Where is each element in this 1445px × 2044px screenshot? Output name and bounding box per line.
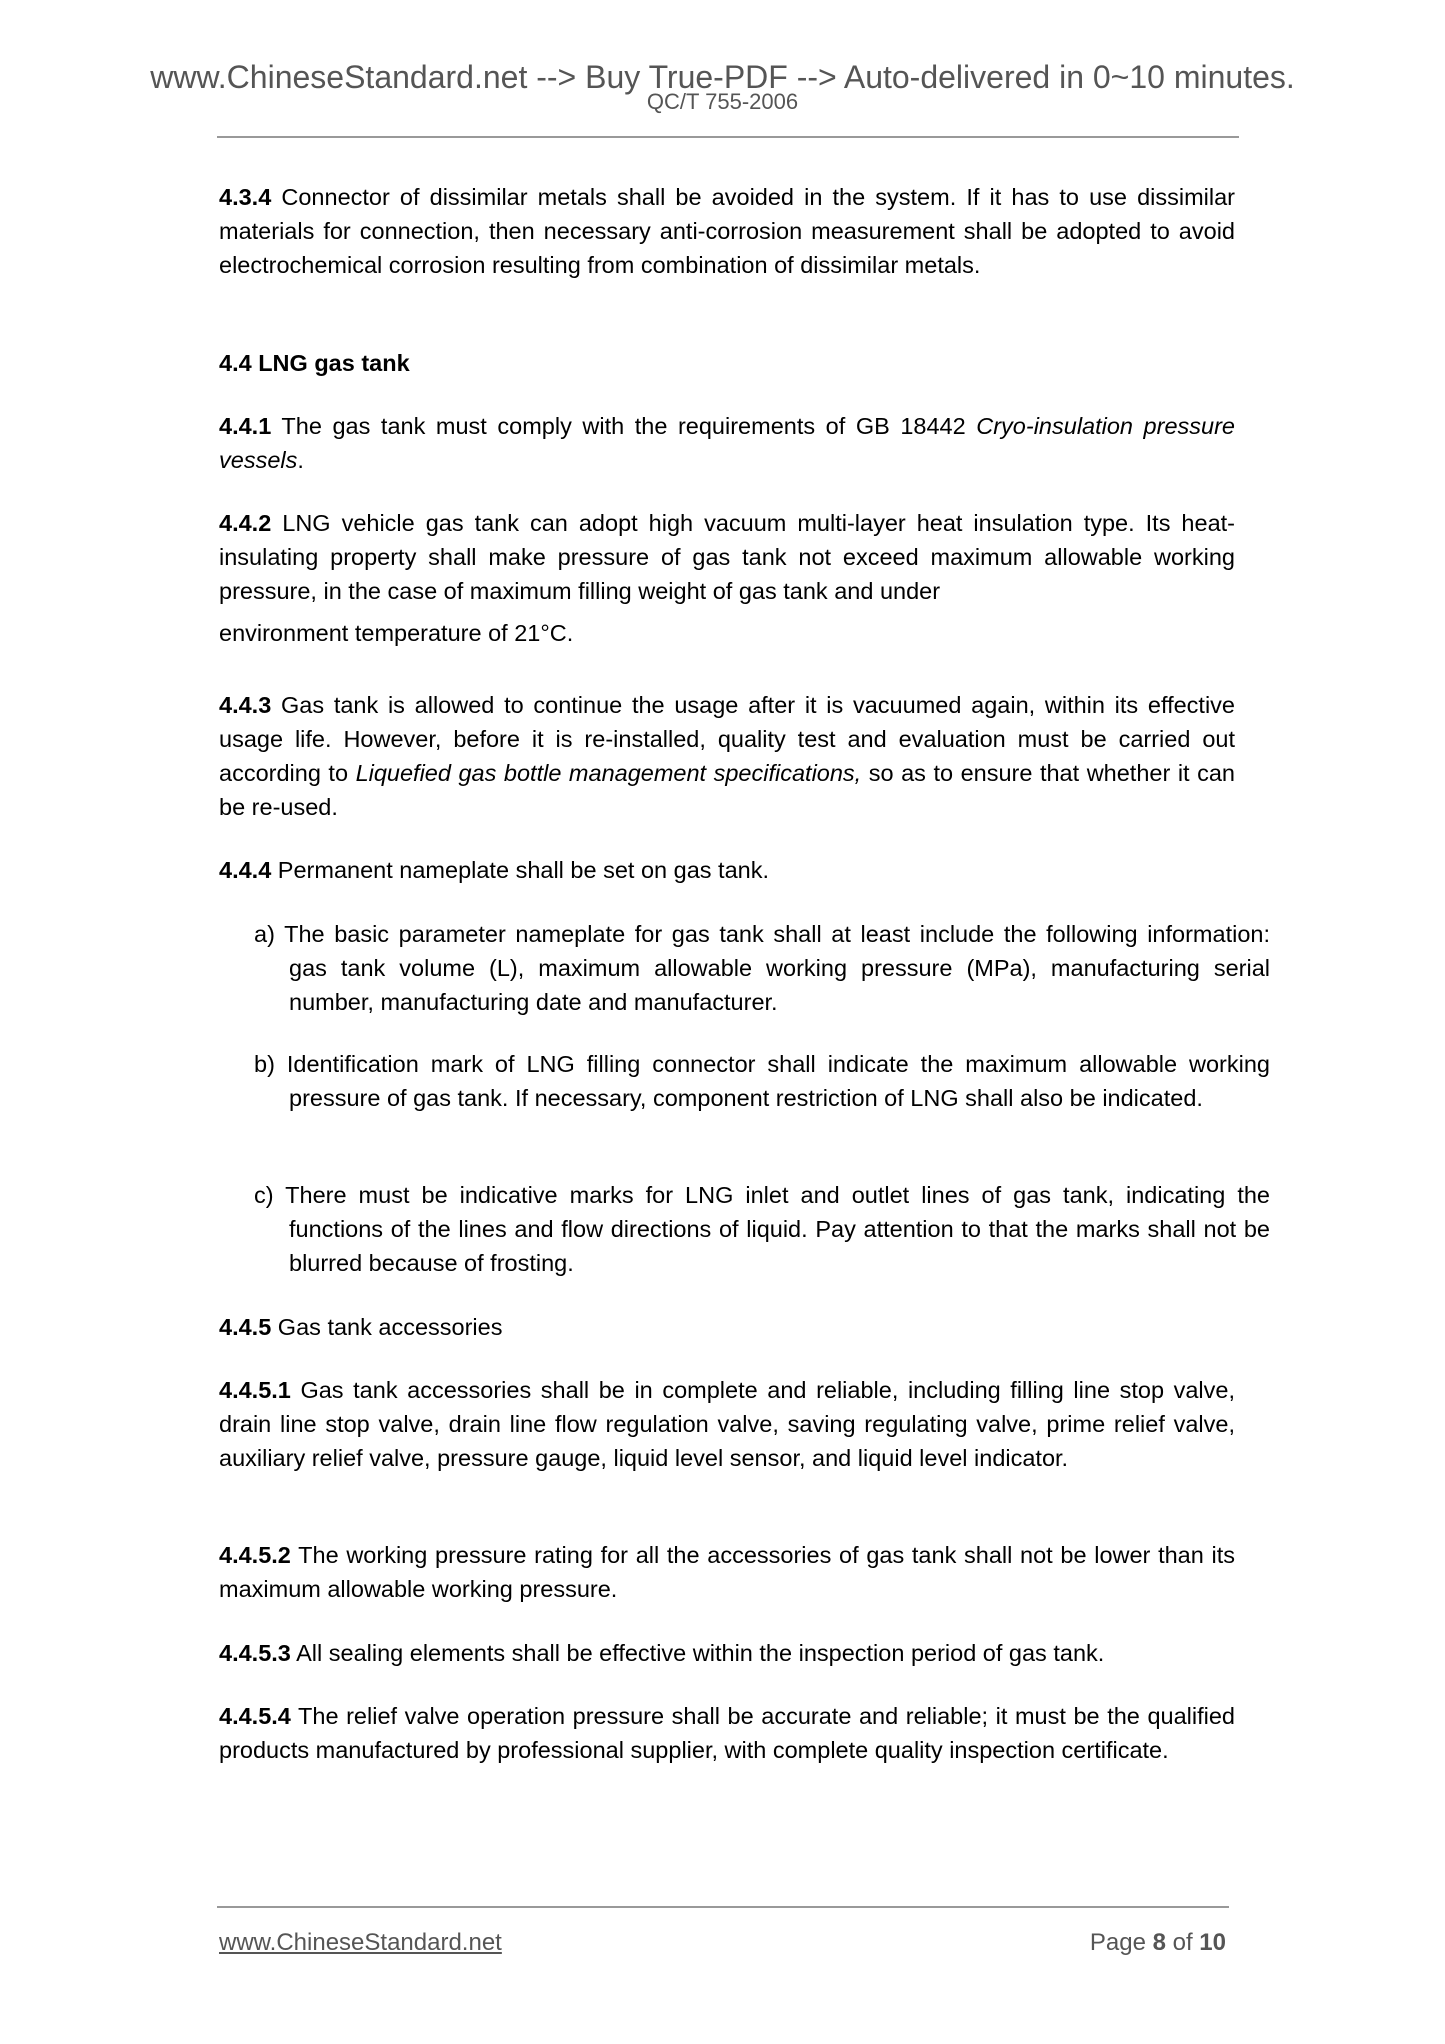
clause-4-4-1 [219, 409, 1235, 477]
clause-number: 4.4.1 [219, 413, 272, 439]
clause-text: The gas tank must comply with the requirements of GB 18442 [271, 413, 977, 439]
clause-4-4-5-1 [219, 1373, 1235, 1475]
clause-4-4-3 [219, 688, 1235, 824]
clause-number: 4.4.5.3 [219, 1640, 291, 1666]
clause-text: Gas tank accessories [271, 1314, 503, 1340]
list-item-a: a) The basic parameter nameplate for gas tank shall at least include the following information: gas tank volume (L), maximum allowable working pressure (MPa), manufacturing serial number, manufacturing date and manufacturer. [254, 921, 1270, 1015]
page-label: Page [1089, 1929, 1153, 1956]
clause-number: 4.4.5.4 [219, 1703, 291, 1729]
clause-text: Gas tank accessories shall be in complete and reliable, including filling line stop valve, drain line stop valve, drain line flow regulation valve, saving regulating valve, prime relief valve, auxiliary relief valve, pressure gauge, liquid level sensor, and liquid level indicator. [219, 1377, 1235, 1471]
clause-text: . [297, 447, 304, 473]
standard-title: Cryo-insulation pressure vessels [219, 413, 1235, 473]
clause-number: 4.4.2 [219, 510, 272, 536]
footer-link[interactable]: www.ChineseStandard.net [219, 1929, 502, 1956]
specification-title: Liquefied gas bottle management specifications, [355, 760, 862, 786]
clause-text: so as to ensure that whether it can be re-used. [219, 760, 1235, 820]
clause-4-4-2-last-line: environment temperature of 21°C. [219, 620, 574, 646]
clause-text: Permanent nameplate shall be set on gas tank. [271, 857, 770, 883]
section-heading-4-4 [219, 346, 1235, 380]
clause-number: 4.4.3 [219, 692, 272, 718]
clause-number: 4.4.5.1 [219, 1377, 291, 1403]
clause-4-4-2 [219, 506, 1235, 608]
clause-text: The working pressure rating for all the accessories of gas tank shall not be lower than its maximum allowable working pressure. [219, 1542, 1235, 1602]
clause-4-3-4 [219, 180, 1235, 282]
clause-number: 4.4.5.2 [219, 1542, 291, 1568]
document-id: QC/T 755-2006 [646, 89, 799, 114]
clause-4-4-5-4 [219, 1699, 1235, 1767]
page-of-label: of [1165, 1929, 1200, 1956]
header-banner: www.ChineseStandard.net --> Buy True-PDF --> Auto-delivered in 0~10 minutes. [150, 59, 1295, 95]
section-heading: 4.4 LNG gas tank [219, 350, 410, 376]
clause-text: Gas tank is allowed to continue the usage after it is vacuumed again, within its effective usage life. However, before it is re-installed, quality test and evaluation must be carried out according to [219, 692, 1235, 786]
current-page: 8 [1152, 1929, 1166, 1956]
clause-4-4-5-2 [219, 1538, 1235, 1606]
footer-divider [217, 1906, 1229, 1908]
clause-number: 4.4.4 [219, 857, 272, 883]
clause-text: Connector of dissimilar metals shall be avoided in the system. If it has to use dissimilar materials for connection, then necessary anti-corrosion measurement shall be adopted to avoid electrochemical corrosion resulting from combination of dissimilar metals. [219, 184, 1235, 278]
clause-text: All sealing elements shall be effective within the inspection period of gas tank. [290, 1640, 1105, 1666]
clause-text: The relief valve operation pressure shall be accurate and reliable; it must be the qualified products manufactured by professional supplier, with complete quality inspection certificate. [219, 1703, 1235, 1763]
clause-number: 4.4.5 [219, 1314, 272, 1340]
page-indicator [1090, 1928, 1226, 1958]
header-divider [217, 136, 1239, 138]
clause-4-4-5-3 [219, 1636, 1235, 1670]
clause-4-4-4 [219, 853, 1235, 887]
clause-4-4-5 [219, 1310, 1235, 1344]
total-pages: 10 [1199, 1929, 1226, 1956]
clause-text: LNG vehicle gas tank can adopt high vacuum multi-layer heat insulation type. Its heat-insulating property shall make pressure of gas tank not exceed maximum allowable working pressure, in the case of maximum filling weight of gas tank and under [219, 510, 1235, 604]
list-item-c: c) There must be indicative marks for LNG inlet and outlet lines of gas tank, indicating the functions of the lines and flow directions of liquid. Pay attention to that the marks shall not be blurred because of frosting. [254, 1182, 1270, 1276]
clause-number: 4.3.4 [219, 184, 272, 210]
list-item-b: b) Identification mark of LNG filling connector shall indicate the maximum allowable working pressure of gas tank. If necessary, component restriction of LNG shall also be indicated. [254, 1051, 1270, 1111]
